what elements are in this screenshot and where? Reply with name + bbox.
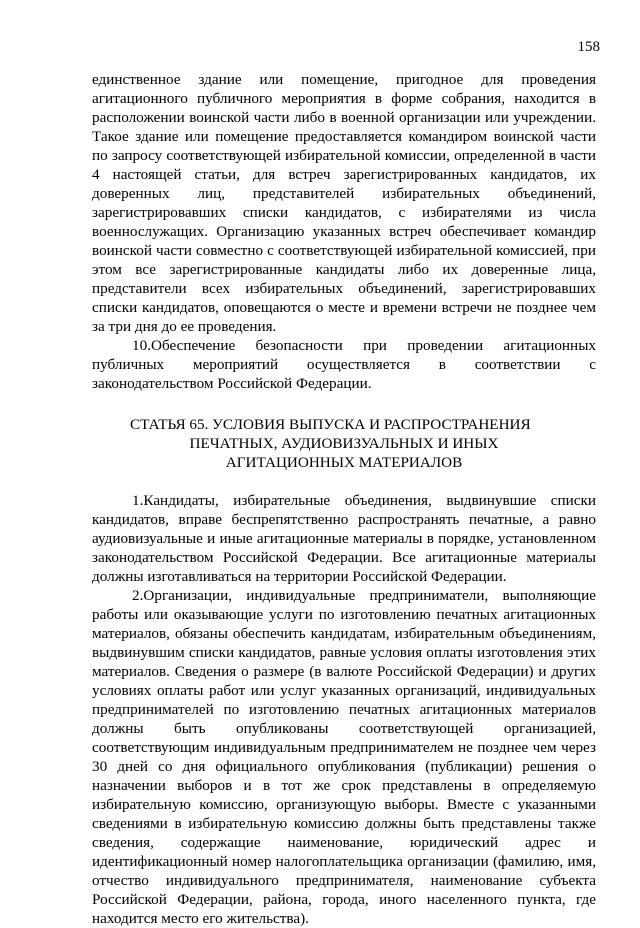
article-heading-line-2: ПЕЧАТНЫХ, АУДИОВИЗУАЛЬНЫХ И ИНЫХ — [189, 435, 499, 452]
article-heading-line-3: АГИТАЦИОННЫХ МАТЕРИАЛОВ — [225, 454, 463, 471]
paragraph-2: 2.Организации, индивидуальные предприниматели, выполняющие работы или оказывающие услуги по изготовлению печатных агитационных материалов, обязаны обеспечить кандидатам, избирательным объединениям, выдвинувшим списки кандидатов, равные условия оплаты изготовления этих материалов. Сведения о размере (в валюте Российской Федерации) и других условиях оплаты работ или услуг указанных организаций, индивидуальных предпринимателей по изготовлению печатных агитационных материалов должны быть опубликованы соответствующей организацией, соответствующим индивидуальным предпринимателем не позднее чем через 30 дней со дня официального опубликования (публикации) решения о назначении выборов и в тот же срок представлены в определяемую избирательную комиссию, организующую выборы. Вместе с указанными сведениями в избирательную комиссию должны быть представлены также сведения, содержащие наименование, юридический адрес и идентификационный номер налогоплательщика организации (фамилию, имя, отчество индивидуального предпринимателя, наименование субъекта Российской Федерации, района, города, иного населенного пункта, где находится место его жительства). — [92, 587, 596, 927]
page-number: 158 — [577, 39, 600, 55]
paragraph-continuation: единственное здание или помещение, пригодное для проведения агитационного публичного мероприятия в форме собрания, находится в расположении воинской части либо в военной организации или учреждении. Такое здание или помещение предоставляется командиром воинской части по запросу соответствующей избирательной комиссии, определенной в части 4 настоящей статьи, для встреч зарегистрированных кандидатов, их доверенных лиц, представителей избирательных объединений, зарегистрировавших списки кандидатов, с избирателями из числа военнослужащих. Организацию указанных встреч обеспечивает командир воинской части совместно с соответствующей избирательной комиссией, при этом все зарегистрированные кандидаты либо их доверенные лица, представители всех избирательных объединений, зарегистрировавших списки кандидатов, оповещаются о месте и времени встречи не позднее чем за три дня до ее проведения. — [92, 71, 596, 335]
article-heading — [92, 415, 596, 472]
paragraph-10: 10.Обеспечение безопасности при проведении агитационных публичных мероприятий осуществляется в соответствии с законодательством Российской Федерации. — [92, 337, 596, 392]
article-heading-line-1: СТАТЬЯ 65. УСЛОВИЯ ВЫПУСКА И РАСПРОСТРАНЕНИЯ — [130, 416, 531, 433]
document-body — [92, 70, 596, 928]
paragraph-1: 1.Кандидаты, избирательные объединения, выдвинувшие списки кандидатов, вправе беспрепятственно распространять печатные, а равно аудиовизуальные и иные агитационные материалы в порядке, установленном законодательством Российской Федерации. Все агитационные материалы должны изготавливаться на территории Российской Федерации. — [92, 492, 596, 585]
